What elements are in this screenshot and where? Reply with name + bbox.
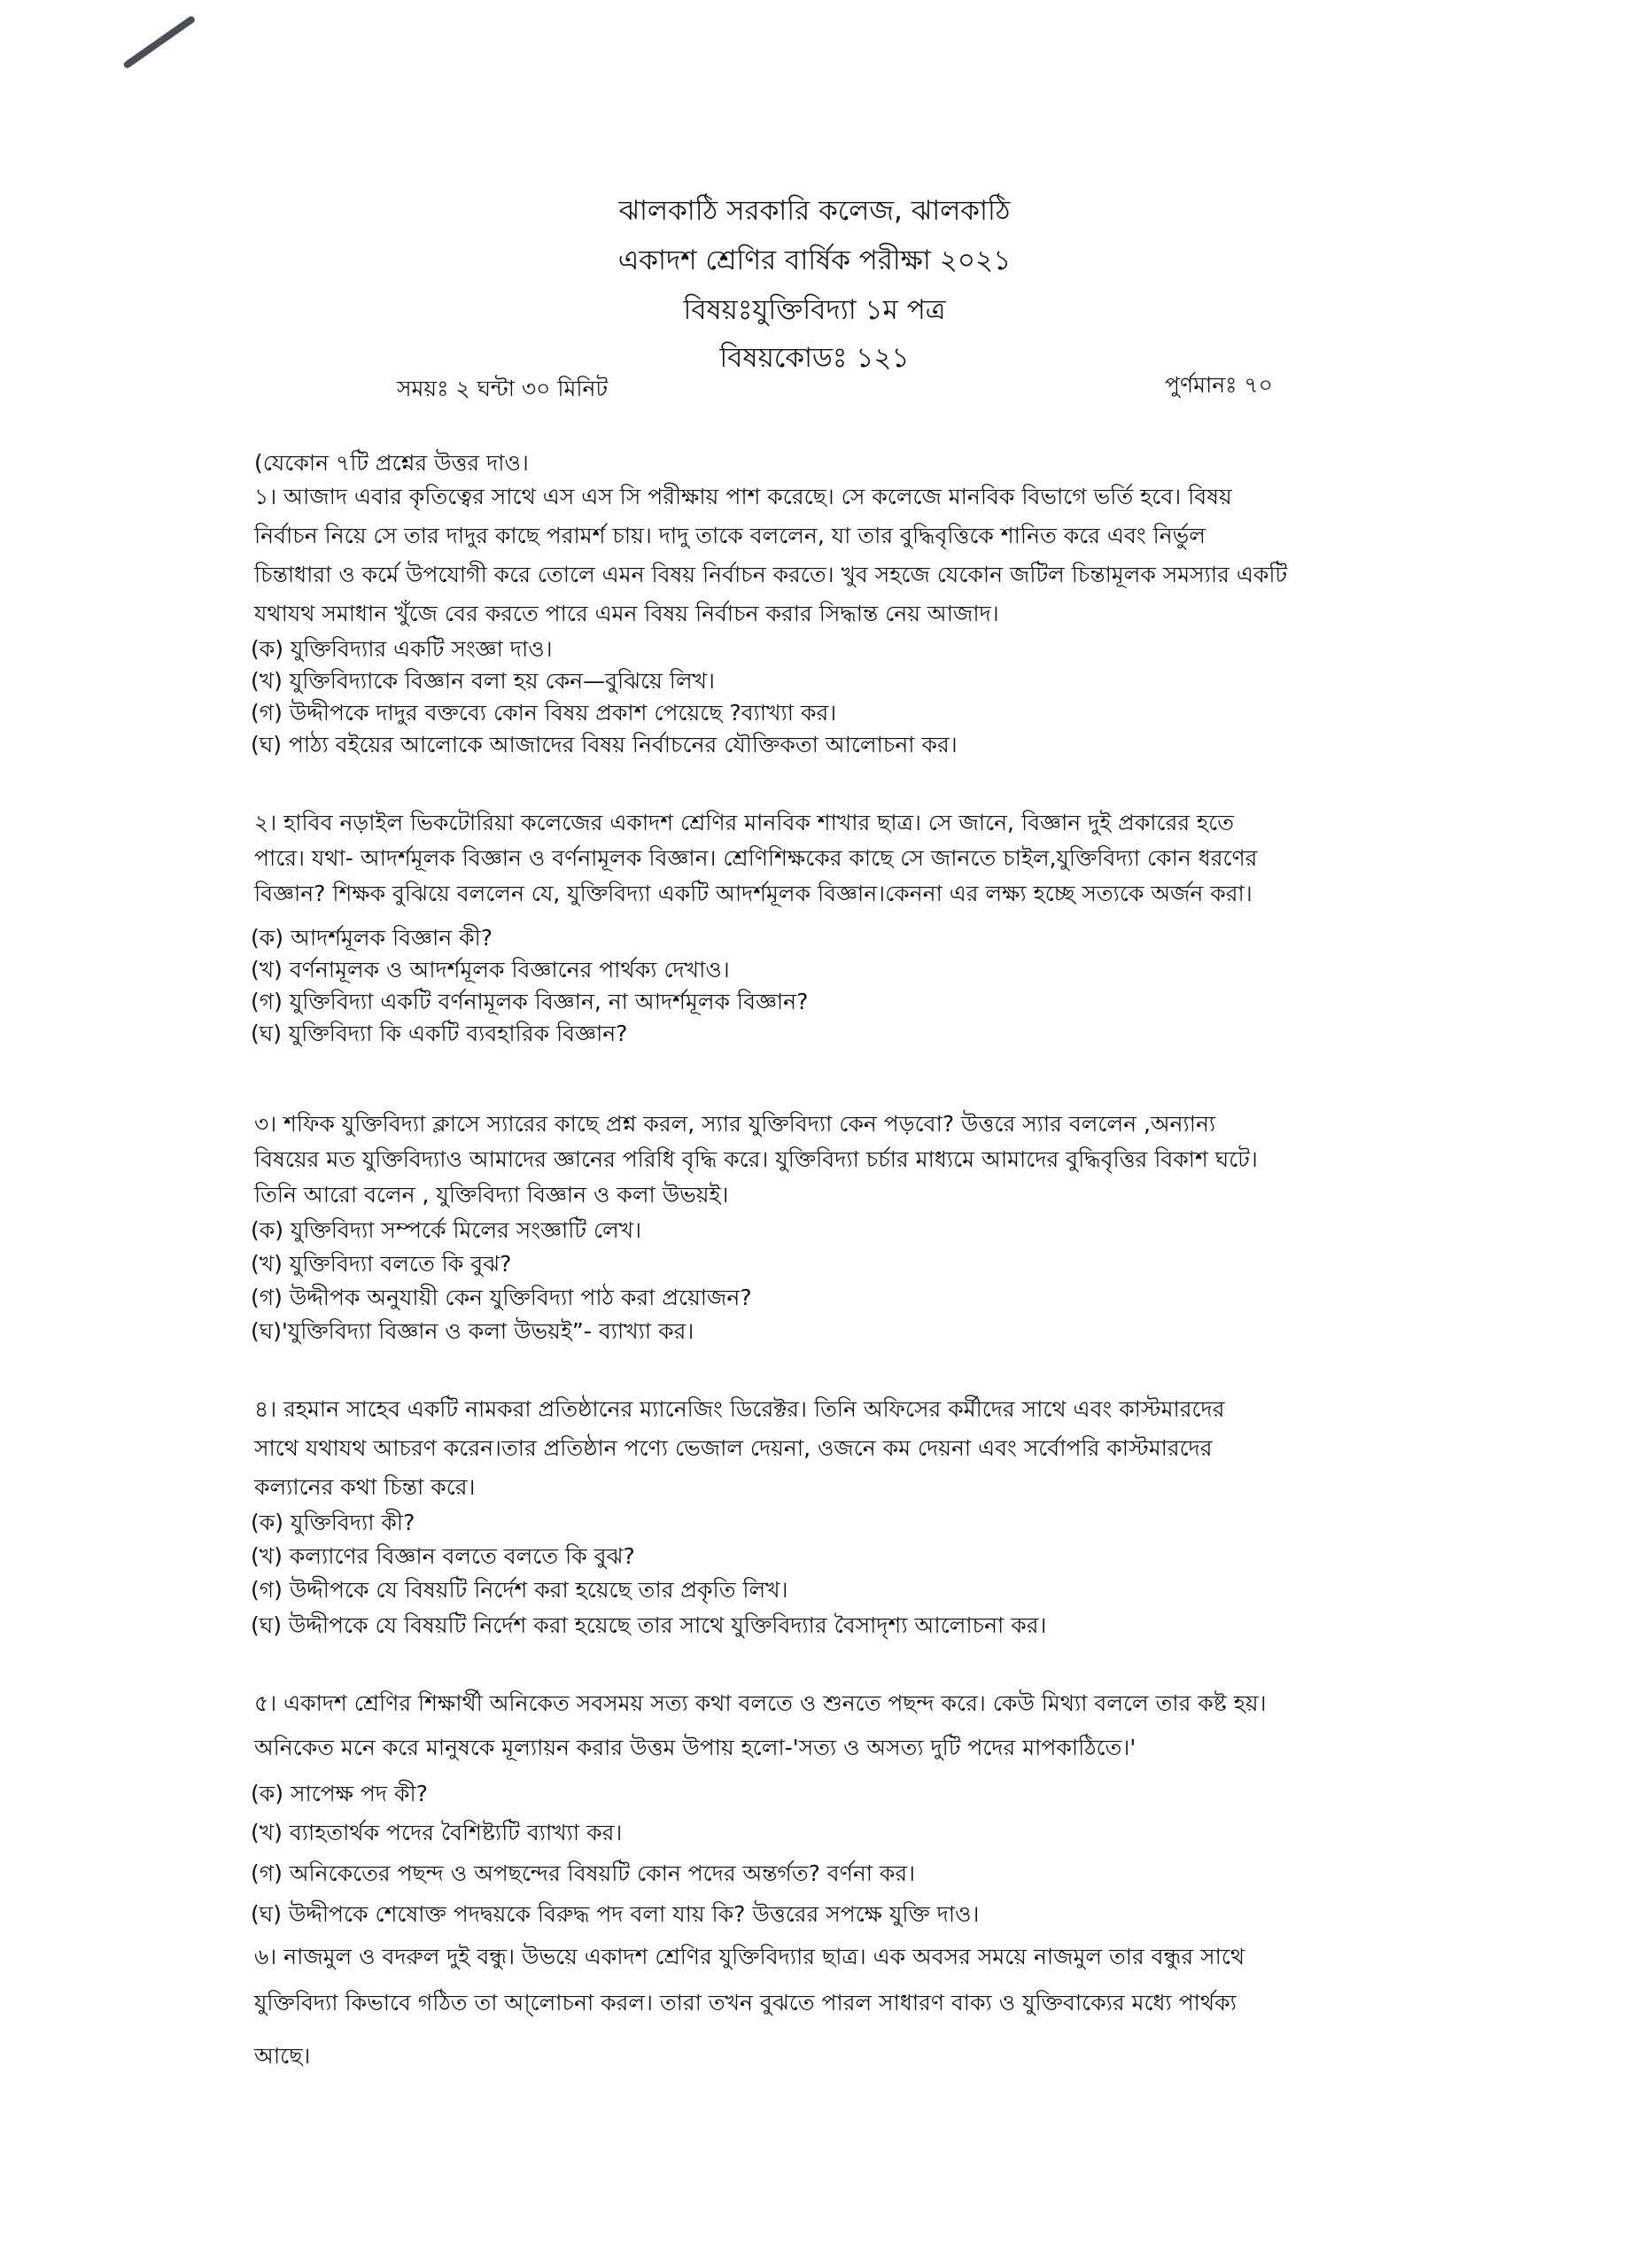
question-part: (গ) উদ্দীপকে যে বিষয়টি নির্দেশ করা হয়েছে তার প্রকৃতি লিখ। xyxy=(251,1577,788,1603)
question-part: (ক) যুক্তিবিদ্যা সম্পর্কে মিলের সংজ্ঞাটি লেখ। xyxy=(251,1217,642,1243)
question-stem-line: যুক্তিবিদ্যা কিভাবে গঠিত তা আ্লোচনা করল। তারা তখন বুঝতে পারল সাধারণ বাক্য ও যুক্তিবাক্যের মধ্যে পার্থক্য xyxy=(254,1990,1237,2016)
question-part: (ঘ) উদ্দীপকে যে বিষয়টি নির্দেশ করা হয়েছে তার সাথে যুক্তিবিদ্যার বৈসাদৃশ্য আলোচনা কর। xyxy=(251,1612,1047,1638)
question-stem-line: আছে। xyxy=(254,2043,311,2069)
question-part: (ক) যুক্তিবিদ্যা কী? xyxy=(251,1510,415,1535)
question-stem-line: তিনি আরো বলেন , যুক্তিবিদ্যা বিজ্ঞান ও কলা উভয়ই। xyxy=(254,1182,729,1208)
question-part: (খ) কল্যাণের বিজ্ঞান বলতে বলতে কি বুঝ? xyxy=(251,1543,635,1569)
question-stem-line: ৩। শফিক যুক্তিবিদ্যা ক্লাসে স্যারের কাছে প্রশ্ন করল, স্যার যুক্তিবিদ্যা কেন পড়বো? উত্তরে স্যার বললেন ,অন্যান্য xyxy=(254,1111,1216,1137)
question-part: (ঘ) উদ্দীপকে শেষোক্ত পদদ্বয়কে বিরুদ্ধ পদ বলা যায় কি? উত্তরের সপক্ষে যুক্তি দাও। xyxy=(251,1901,980,1927)
question-part: (ঘ) পাঠ্য বইয়ের আলোকে আজাদের বিষয় নির্বাচনের যৌক্তিকতা আলোচনা কর। xyxy=(251,732,958,757)
question-stem-line: নির্বাচন নিয়ে সে তার দাদুর কাছে পরামর্শ চায়। দাদু তাকে বললেন, যা তার বুদ্ধিবৃত্তিকে শানিত করে এবং নির্ভুল xyxy=(254,523,1206,548)
question-part: (ঘ) যুক্তিবিদ্যা কি একটি ব্যবহারিক বিজ্ঞান? xyxy=(251,1021,628,1046)
question-part: (খ) বর্ণনামূলক ও আদর্শমূলক বিজ্ঞানের পার্থক্য দেখাও। xyxy=(251,957,730,983)
exam-title: একাদশ শ্রেণির বার্ষিক পরীক্ষা ২০২১ xyxy=(617,245,1012,276)
question-stem-line: বিষয়ের মত যুক্তিবিদ্যাও আমাদের জ্ঞানের পরিধি বৃদ্ধি করে। যুক্তিবিদ্যা চর্চার মাধ্যমে আমাদের বুদ্ধিবৃত্তির বিকাশ ঘটে। xyxy=(254,1146,1258,1172)
question-part: (গ) অনিকেতের পছন্দ ও অপছন্দের বিষয়টি কোন পদের অন্তর্গত? বর্ণনা কর। xyxy=(251,1860,916,1886)
question-part: (ক) যুক্তিবিদ্যার একটি সংজ্ঞা দাও। xyxy=(251,636,553,662)
college-name: ঝালকাঠি সরকারি কলেজ, ঝালকাঠি xyxy=(618,195,1011,227)
staple-mark xyxy=(122,15,196,70)
exam-duration: সময়ঃ ২ ঘন্টা ৩০ মিনিট xyxy=(397,376,609,401)
instruction: (যেকোন ৭টি প্রশ্নের উত্তর দাও। xyxy=(254,450,529,476)
question-stem-line: ৫। একাদশ শ্রেণির শিক্ষার্থী অনিকেত সবসময় সত্য কথা বলতে ও শুনতে পছন্দ করে। কেউ মিথ্যা বললে তার কষ্ট হয়। xyxy=(254,1690,1267,1716)
question-stem-line: বিজ্ঞান? শিক্ষক বুঝিয়ে বললেন যে, যুক্তিবিদ্যা একটি আদর্শমূলক বিজ্ঞান।কেননা এর লক্ষ্য হচ্ছে সত্যকে অর্জন করা। xyxy=(254,881,1253,906)
question-stem-line: ২। হাবিব নড়াইল ভিকটোরিয়া কলেজের একাদশ শ্রেণির মানবিক শাখার ছাত্র। সে জানে, বিজ্ঞান দুই প্রকারের হতে xyxy=(254,810,1234,835)
question-stem-line: পারে। যথা- আদর্শমূলক বিজ্ঞান ও বর্ণনামূলক বিজ্ঞান। শ্রেণিশিক্ষকের কাছে সে জানতে চাইল,যুক্তিবিদ্যা কোন ধরণের xyxy=(254,845,1258,871)
subject-code: বিষয়কোডঃ ১২১ xyxy=(719,342,910,374)
question-part: (খ) যুক্তিবিদ্যাকে বিজ্ঞান বলা হয় কেন—বুঝিয়ে লিখ। xyxy=(251,668,715,694)
question-stem-line: অনিকেত মনে করে মানুষকে মূল্যায়ন করার উত্তম উপায় হলো-'সত্য ও অসত্য দুটি পদের মাপকাঠিতে।' xyxy=(254,1735,1136,1760)
question-stem-line: কল্যানের কথা চিন্তা করে। xyxy=(254,1474,476,1500)
question-stem-line: ৬। নাজমুল ও বদরুল দুই বন্ধু। উভয়ে একাদশ শ্রেণির যুক্তিবিদ্যার ছাত্র। এক অবসর সময়ে নাজমুল তার বন্ধুর সাথে xyxy=(254,1944,1245,1969)
question-stem-line: চিন্তাধারা ও কর্মে উপযোগী করে তোলে এমন বিষয় নির্বাচন করতে। খুব সহজে যেকোন জটিল চিন্তামূলক সমস্যার একটি xyxy=(254,562,1288,587)
question-part: (ক) আদর্শমূলক বিজ্ঞান কী? xyxy=(251,925,493,951)
question-part: (ঘ)'যুক্তিবিদ্যা বিজ্ঞান ও কলা উভয়ই”- ব্যাখ্যা কর। xyxy=(251,1318,694,1344)
full-marks: পুর্ণমানঃ ৭০ xyxy=(1165,372,1273,398)
question-stem-line: যথাযথ সমাধান খুঁজে বের করতে পারে এমন বিষয় নির্বাচন করার সিদ্ধান্ত নেয় আজাদ। xyxy=(254,601,999,626)
question-part: (গ) উদ্দীপকে দাদুর বক্তব্যে কোন বিষয় প্রকাশ পেয়েছে ?ব্যাখ্যা কর। xyxy=(251,700,837,726)
question-stem-line: ৪। রহমান সাহেব একটি নামকরা প্রতিষ্ঠানের ম্যানেজিং ডিরেক্টর। তিনি অফিসের কর্মীদের সাথে এবং কাস্টমারদের xyxy=(254,1396,1225,1422)
question-part: (ক) সাপেক্ষ পদ কী? xyxy=(251,1781,428,1806)
question-part: (খ) যুক্তিবিদ্যা বলতে কি বুঝ? xyxy=(251,1251,512,1277)
question-stem-line: ১। আজাদ এবার কৃতিত্বের সাথে এস এস সি পরীক্ষায় পাশ করেছে। সে কলেজে মানবিক বিভাগে ভর্তি হবে। বিষয় xyxy=(254,484,1232,509)
question-part: (খ) ব্যাহতার্থক পদের বৈশিষ্ট্যটি ব্যাখ্যা কর। xyxy=(251,1820,623,1845)
question-part: (গ) যুক্তিবিদ্যা একটি বর্ণনামূলক বিজ্ঞান, না আদর্শমূলক বিজ্ঞান? xyxy=(251,989,809,1014)
question-stem-line: সাথে যথাযথ আচরণ করেন।তার প্রতিষ্ঠান পণ্যে ভেজাল দেয়না, ওজনে কম দেয়না এবং সর্বোপরি কাস্টমারদের xyxy=(254,1435,1213,1461)
question-part: (গ) উদ্দীপক অনুযায়ী কেন যুক্তিবিদ্যা পাঠ করা প্রয়োজন? xyxy=(251,1285,752,1310)
subject-title: বিষয়ঃযুক্তিবিদ্যা ১ম পত্র xyxy=(683,294,946,326)
